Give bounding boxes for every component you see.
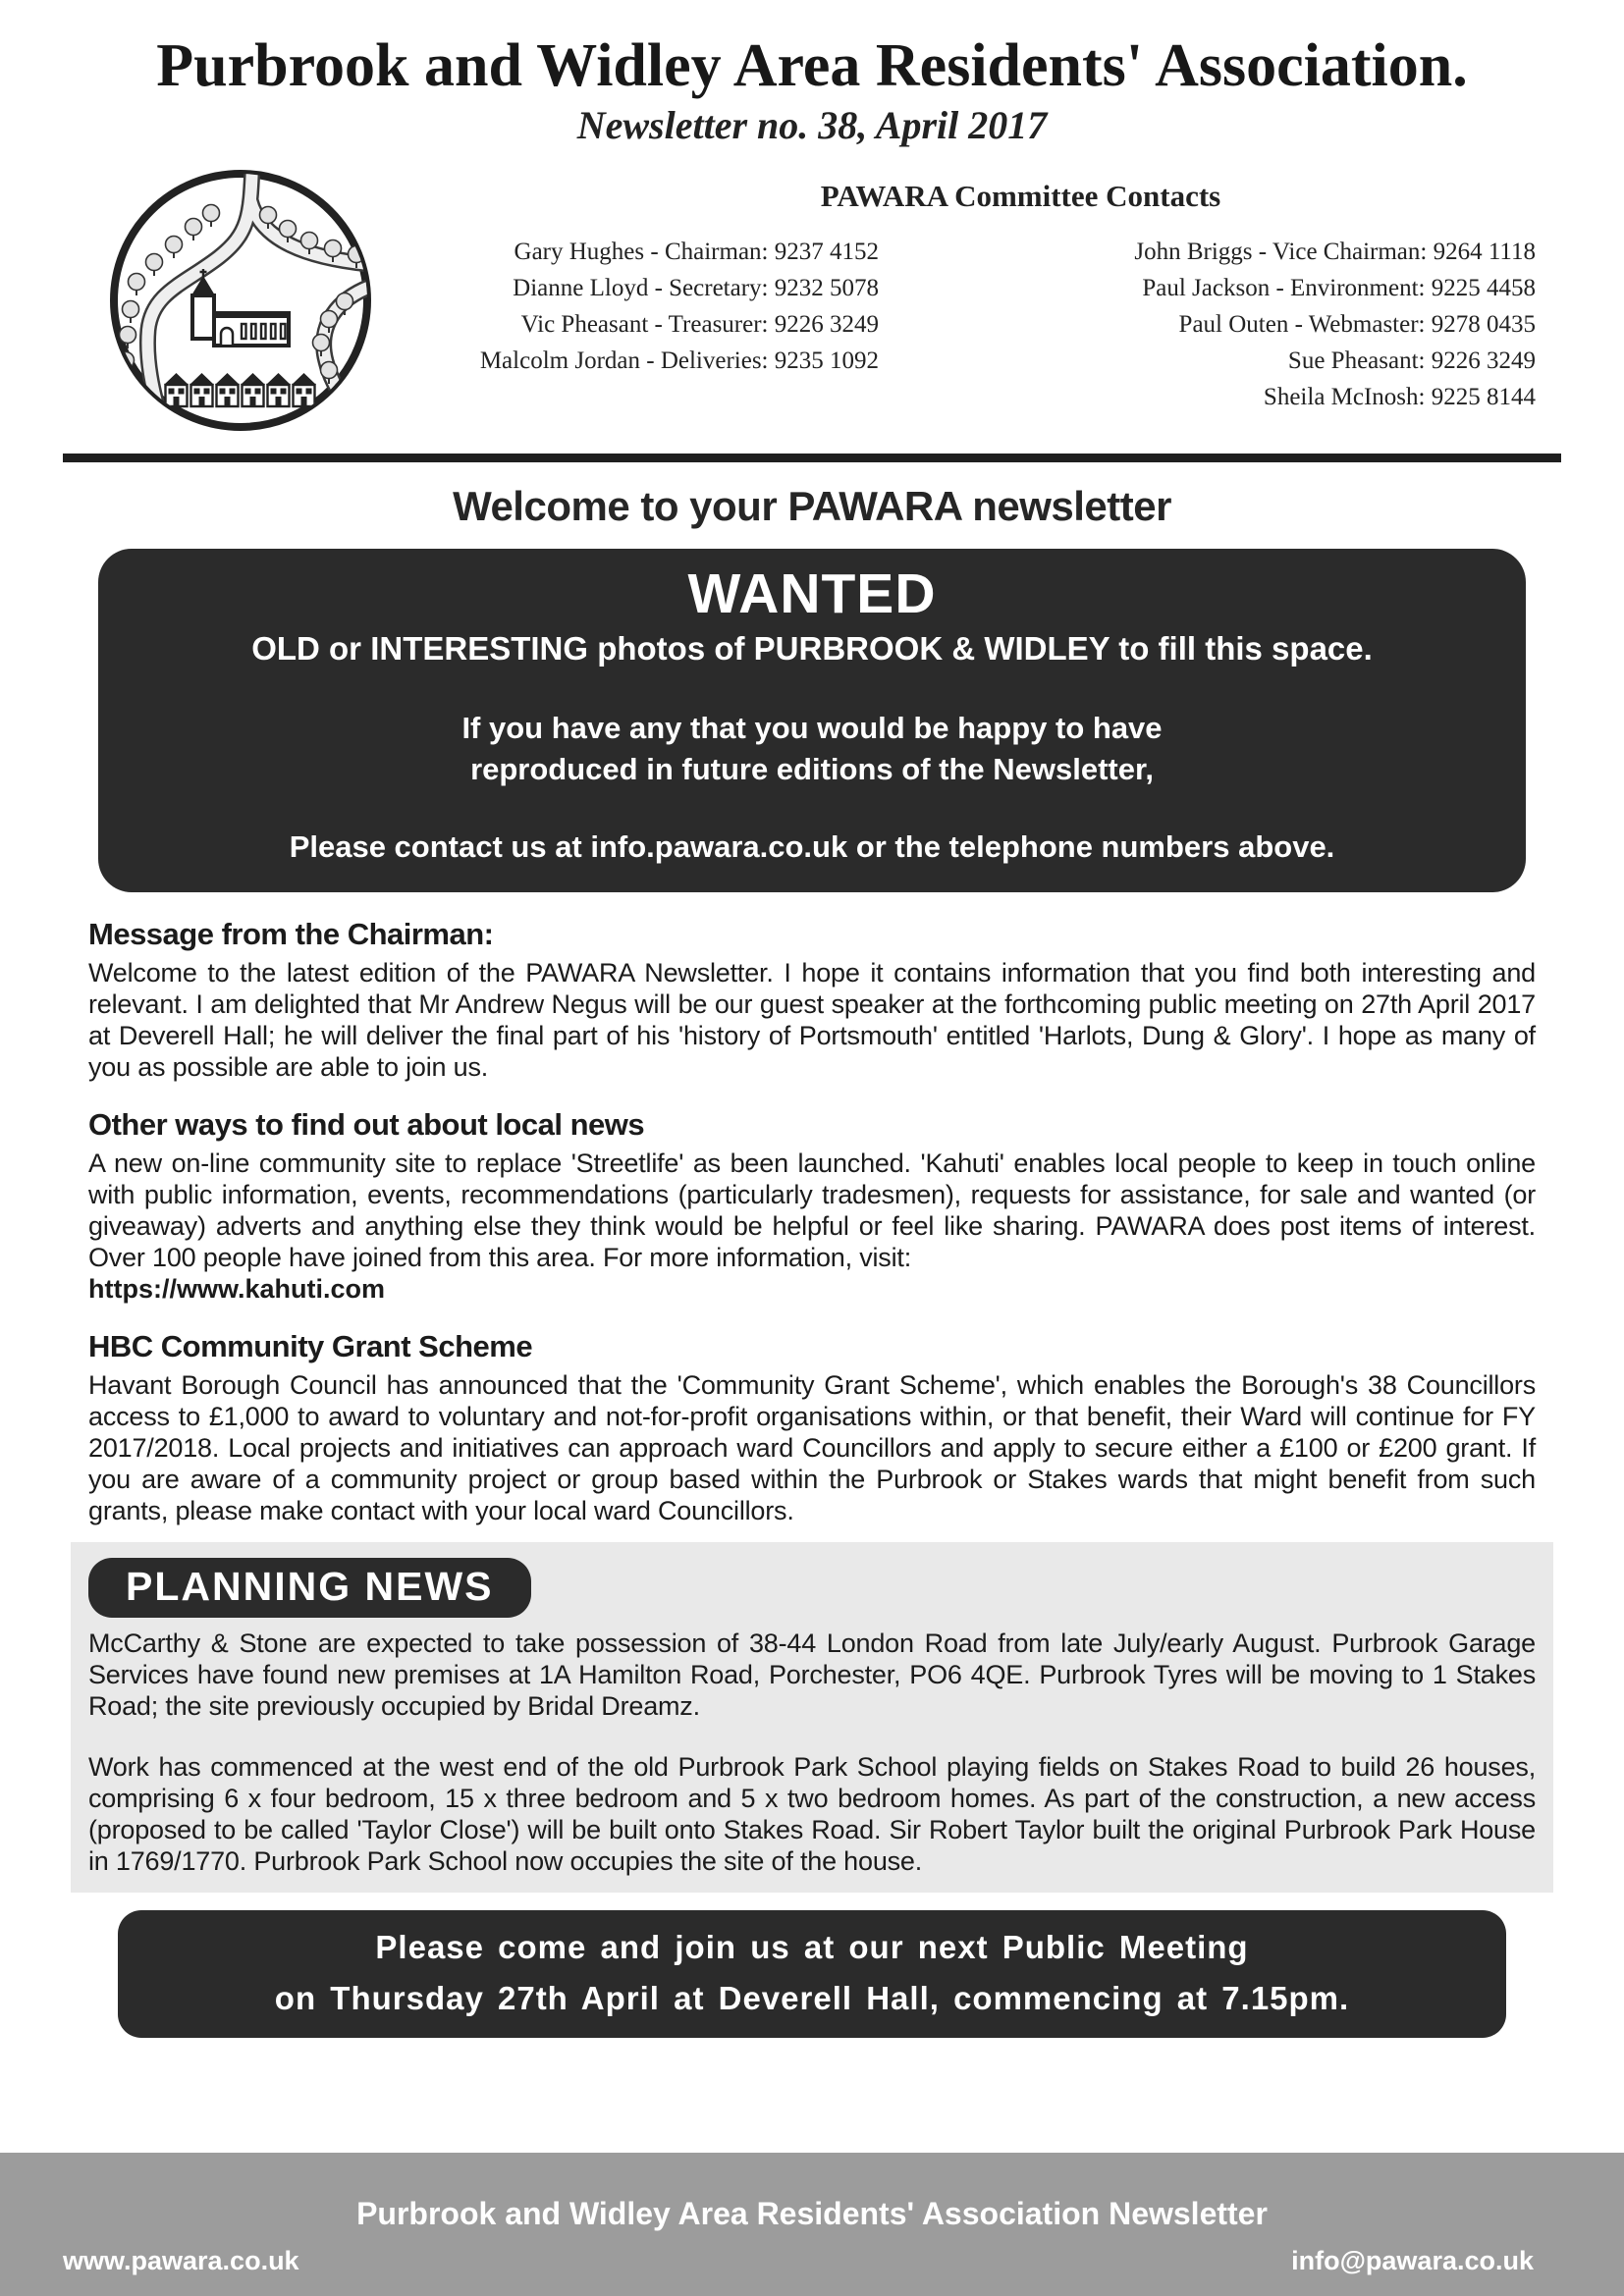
grant-body: Havant Borough Council has announced that the 'Community Grant Scheme', which enables the Borough's 38 Councillors access to £1,000 to award to voluntary and not-for-profit organisations within, or that benefit, their Ward will continue for FY 2017/2018. Local projects and initiatives can approach ward Councillors and apply to secure either a £100 or £200 grant. If you are aware of a community project or group based within the Purbrook or Stakes wards that might benefit from such grants, please make contact with your local ward Councillors. [88,1370,1536,1525]
masthead [0,0,1624,438]
section-grant-scheme [88,1328,1536,1526]
contact-column-right [879,234,1536,415]
welcome-heading: Welcome to your PAWARA newsletter [453,483,1171,529]
committee-contacts [378,155,1536,438]
grant-heading: HBC Community Grant Scheme [88,1329,533,1363]
newsletter-edition-subtitle: Newsletter no. 38, April 2017 [576,103,1048,147]
contact-line: Sheila McInosh: 9225 8144 [1263,384,1536,410]
public-meeting-box [118,1910,1506,2038]
planning-news-badge: PLANNING NEWS [88,1558,531,1618]
wanted-box [98,549,1526,892]
meeting-line: Please come and join us at our next Public Meeting [375,1929,1249,1965]
chairman-body: Welcome to the latest edition of the PAWARA Newsletter. I hope it contains information that you find both interesting and relevant. I am delighted that Mr Andrew Negus will be our guest speaker at the forthcoming public meeting on 27th April 2017 at Deverell Hall; he will deliver the final part of his 'history of Portsmouth' entitled 'Harlots, Dung & Glory'. I hope as many of you as possible are able to join us. [88,958,1536,1082]
spacer [137,670,1487,708]
contact-line: Gary Hughes - Chairman: 9237 4152 [514,239,879,265]
planning-paragraph-2: Work has commenced at the west end of the old Purbrook Park School playing fields on Stakes Road to build 26 houses, comprising 6 x four bedroom, 15 x three bedroom and 5 x two bedroom homes. As part of the construction, a new access (proposed to be called 'Taylor Close') will be built onto Stakes Road. Sir Robert Taylor built the original Purbrook Park House in 1769/1770. Purbrook Park School now occupies the site of the house. [88,1752,1536,1876]
wanted-line: reproduced in future editions of the Newsletter, [470,752,1154,786]
section-local-news [88,1106,1536,1305]
contact-columns [447,234,1536,415]
wanted-subtitle: OLD or INTERESTING photos of PURBROOK & WIDLEY to fill this space. [251,630,1373,667]
contact-column-left [447,234,879,415]
contact-line: Paul Jackson - Environment: 9225 4458 [1142,275,1536,301]
contact-line: Vic Pheasant - Treasurer: 9226 3249 [520,311,879,338]
kahuti-link[interactable]: https://www.kahuti.com [88,1274,386,1304]
wanted-line: If you have any that you would be happy to have [461,711,1163,745]
contact-line: John Briggs - Vice Chairman: 9264 1118 [1134,239,1536,265]
section-chairman [88,916,1536,1083]
meeting-line: on Thursday 27th April at Deverell Hall, commencing at 7.15pm. [274,1980,1350,2016]
village-logo-icon [103,163,378,438]
chairman-heading: Message from the Chairman: [88,917,494,951]
footer-website-link[interactable]: www.pawara.co.uk [63,2246,299,2275]
spacer [137,790,1487,828]
contact-line: Paul Outen - Webmaster: 9278 0435 [1178,311,1536,338]
header-divider [63,454,1561,462]
footer-email-link[interactable]: info@pawara.co.uk [1291,2246,1534,2275]
local-news-body: A new on-line community site to replace 'Streetlife' as been launched. 'Kahuti' enables local people to keep in touch online with public information, events, recommendations (particularly tradesmen), requests for assistance, for sale and wanted (or giveaway) adverts and anything else they think would be helpful or feel like sharing. PAWARA does post items of interest. Over 100 people have joined from this area. For more information, visit: [88,1148,1536,1272]
contact-line: Dianne Lloyd - Secretary: 9232 5078 [513,275,879,301]
contact-line: Malcolm Jordan - Deliveries: 9235 1092 [479,347,879,374]
page-title: Purbrook and Widley Area Residents' Association. [156,32,1468,99]
footer-title: Purbrook and Widley Area Residents' Association Newsletter [356,2196,1268,2231]
footer-links [0,2232,1624,2276]
contacts-heading: PAWARA Committee Contacts [820,179,1221,213]
local-news-heading: Other ways to find out about local news [88,1107,645,1142]
wanted-contact-line: Please contact us at info.pawara.co.uk or the telephone numbers above. [289,829,1335,864]
wanted-title: WANTED [687,562,937,625]
footer-bar [0,2153,1624,2296]
contact-line: Sue Pheasant: 9226 3249 [1287,347,1536,374]
header-row [103,155,1536,438]
planning-news-panel [71,1542,1553,1893]
planning-paragraph-1: McCarthy & Stone are expected to take possession of 38-44 London Road from late July/early August. Purbrook Garage Services have found new premises at 1A Hamilton Road, Porchester, PO6 4QE. Purbrook Tyres will be moving to 1 Stakes Road; the site previously occupied by Bridal Dreamz. [88,1629,1536,1721]
